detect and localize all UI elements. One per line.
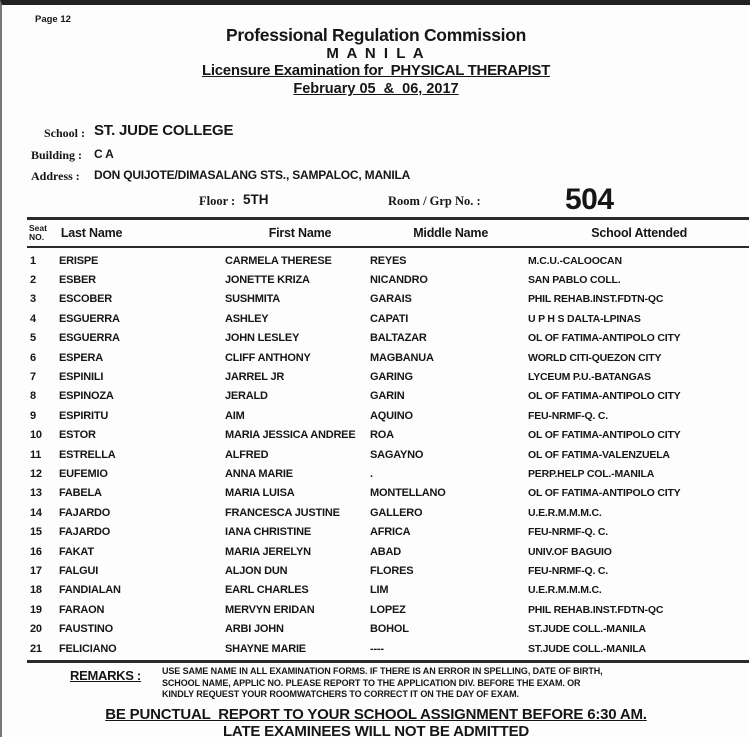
cell-last: ESGUERRA <box>59 312 120 325</box>
cell-last: ESTOR <box>59 429 96 442</box>
cell-last: FALGUI <box>59 564 99 577</box>
remarks-label: REMARKS : <box>70 668 141 683</box>
cell-seat: 15 <box>30 526 42 539</box>
cell-seat: 16 <box>30 545 42 558</box>
header-school-attended: School Attended <box>591 225 688 240</box>
room-label: Room / Grp No. : <box>388 194 481 208</box>
cell-first: ANNA MARIE <box>225 467 293 480</box>
header-first-name: First Name <box>268 225 332 240</box>
floor-value: 5TH <box>243 192 269 207</box>
cell-first: CARMELA THERESE <box>225 254 332 267</box>
cell-seat: 1 <box>30 254 36 267</box>
cell-middle: AQUINO <box>370 409 413 422</box>
table-row <box>27 542 749 561</box>
cell-middle: GARING <box>370 371 413 384</box>
late-examinees-notice: LATE EXAMINEES WILL NOT BE ADMITTED <box>222 723 530 737</box>
building-label: Building : <box>31 148 83 162</box>
cell-seat: 2 <box>30 274 36 287</box>
cell-middle: GARIN <box>370 390 405 403</box>
cell-first: ASHLEY <box>225 312 269 325</box>
cell-first: FRANCESCA JUSTINE <box>225 506 340 519</box>
cell-middle: CAPATI <box>370 312 409 325</box>
cell-middle: ABAD <box>370 545 401 558</box>
cell-middle: ROA <box>370 429 394 442</box>
table-row <box>27 561 749 580</box>
cell-seat: 20 <box>30 623 42 636</box>
cell-seat: 21 <box>30 642 42 655</box>
cell-school: OL OF FATIMA-ANTIPOLO CITY <box>528 390 681 403</box>
remarks-line: SCHOOL NAME, APPLIC NO. PLEASE REPORT TO THE APPLICATION DIV. BEFORE THE EXAM. OR <box>162 677 581 688</box>
table-row <box>27 367 749 386</box>
remarks-text <box>162 666 632 701</box>
cell-seat: 10 <box>30 429 42 442</box>
remarks-line: USE SAME NAME IN ALL EXAMINATION FORMS. IF THERE IS AN ERROR IN SPELLING, DATE OF BIRTH, <box>162 666 603 676</box>
cell-school: M.C.U.-CALOOCAN <box>528 254 622 267</box>
table-row <box>27 406 749 425</box>
table-row <box>27 329 749 348</box>
cell-middle: BOHOL <box>370 623 409 636</box>
cell-seat: 14 <box>30 506 42 519</box>
cell-last: FABELA <box>59 487 102 500</box>
cell-school: UNIV.OF BAGUIO <box>528 545 612 558</box>
cell-school: U.E.R.M.M.M.C. <box>528 584 602 597</box>
table-bottom-rule <box>27 660 749 663</box>
cell-first: ALJON DUN <box>225 564 288 577</box>
cell-first: SUSHMITA <box>225 293 281 306</box>
cell-first: ALFRED <box>225 448 269 461</box>
cell-seat: 5 <box>30 332 36 345</box>
table-row <box>27 309 749 328</box>
cell-school: FEU-NRMF-Q. C. <box>528 409 609 422</box>
address-label: Address : <box>31 169 80 183</box>
room-number: 504 <box>565 183 614 216</box>
table-header-rule <box>27 246 749 248</box>
cell-first: IANA CHRISTINE <box>225 526 312 539</box>
cell-seat: 6 <box>30 351 36 364</box>
cell-last: ESPIRITU <box>59 409 109 422</box>
school-name: ST. JUDE COLLEGE <box>94 122 234 139</box>
cell-school: LYCEUM P.U.-BATANGAS <box>528 371 651 384</box>
cell-seat: 8 <box>30 390 36 403</box>
cell-first: MARIA JESSICA ANDREE <box>225 429 356 442</box>
cell-school: OL OF FATIMA-VALENZUELA <box>528 448 670 461</box>
cell-middle: . <box>370 467 373 480</box>
table-row <box>27 387 749 406</box>
table-row <box>27 290 749 309</box>
cell-middle: LOPEZ <box>370 603 406 616</box>
header-last-name: Last Name <box>60 225 123 240</box>
page-subtitle-manila: M A N I L A <box>326 45 426 62</box>
cell-school: ST.JUDE COLL.-MANILA <box>528 642 646 655</box>
cell-first: ARBI JOHN <box>225 623 284 636</box>
school-label: School : <box>44 126 86 140</box>
cell-school: OL OF FATIMA-ANTIPOLO CITY <box>528 487 681 500</box>
header-seat-top: Seat <box>29 222 47 233</box>
cell-school: U.E.R.M.M.M.C. <box>528 506 602 519</box>
cell-middle: NICANDRO <box>370 274 428 287</box>
cell-first: MARIA JERELYN <box>225 545 311 558</box>
cell-school: FEU-NRMF-Q. C. <box>528 526 609 539</box>
cell-middle: AFRICA <box>370 526 411 539</box>
cell-school: PHIL REHAB.INST.FDTN-QC <box>528 293 664 306</box>
cell-last: ESGUERRA <box>59 332 120 345</box>
cell-first: MERVYN ERIDAN <box>225 603 315 616</box>
table-row <box>27 600 749 619</box>
table-row <box>27 426 749 445</box>
cell-middle: LIM <box>370 584 389 597</box>
cell-first: JERALD <box>225 390 268 403</box>
cell-last: FAJARDO <box>59 526 111 539</box>
cell-last: ESTRELLA <box>59 448 116 461</box>
cell-middle: ---- <box>370 642 384 655</box>
table-row <box>27 503 749 522</box>
cell-first: JARREL JR <box>225 371 285 384</box>
table-body <box>27 251 749 658</box>
cell-seat: 11 <box>30 448 42 461</box>
cell-first: EARL CHARLES <box>225 584 309 597</box>
cell-seat: 13 <box>30 487 42 500</box>
cell-seat: 9 <box>30 409 36 422</box>
cell-middle: GALLERO <box>370 506 423 519</box>
cell-last: ESPERA <box>59 351 104 364</box>
cell-school: OL OF FATIMA-ANTIPOLO CITY <box>528 429 681 442</box>
floor-label: Floor : <box>199 194 236 208</box>
punctual-notice: BE PUNCTUAL REPORT TO YOUR SCHOOL ASSIGNMENT BEFORE 6:30 AM. <box>105 706 647 723</box>
table-row <box>27 251 749 270</box>
table-row <box>27 639 749 658</box>
page-number-label: Page 12 <box>35 14 71 25</box>
table-row <box>27 581 749 600</box>
cell-last: ESPINILI <box>59 371 104 384</box>
cell-school: PERP.HELP COL.-MANILA <box>528 467 655 480</box>
table-row <box>27 270 749 289</box>
header-middle-name: Middle Name <box>413 225 489 240</box>
cell-last: FELICIANO <box>59 642 117 655</box>
cell-middle: BALTAZAR <box>370 332 427 345</box>
cell-seat: 7 <box>30 371 36 384</box>
cell-seat: 17 <box>30 564 42 577</box>
cell-first: JOHN LESLEY <box>225 332 300 345</box>
cell-last: FANDIALAN <box>59 584 121 597</box>
cell-middle: MAGBANUA <box>370 351 434 364</box>
table-row <box>27 484 749 503</box>
cell-last: ESBER <box>59 274 96 287</box>
cell-school: WORLD CITI-QUEZON CITY <box>528 351 662 364</box>
exam-title: Licensure Examination for PHYSICAL THERAPIST <box>202 62 550 79</box>
cell-school: U P H S DALTA-LPINAS <box>528 312 641 325</box>
cell-first: SHAYNE MARIE <box>225 642 306 655</box>
building-name: C A <box>94 147 114 161</box>
cell-school: SAN PABLO COLL. <box>528 274 621 287</box>
cell-school: OL OF FATIMA-ANTIPOLO CITY <box>528 332 681 345</box>
cell-first: JONETTE KRIZA <box>225 274 310 287</box>
cell-seat: 3 <box>30 293 36 306</box>
cell-seat: 12 <box>30 467 42 480</box>
cell-middle: REYES <box>370 254 407 267</box>
remarks-line: KINDLY REQUEST YOUR ROOMWATCHERS TO CORRECT IT ON THE DAY OF EXAM. <box>162 689 519 699</box>
table-row <box>27 522 749 541</box>
table-row <box>27 464 749 483</box>
cell-first: CLIFF ANTHONY <box>225 351 311 364</box>
cell-seat: 19 <box>30 603 42 616</box>
cell-last: EUFEMIO <box>59 467 108 480</box>
cell-last: FAJARDO <box>59 506 111 519</box>
cell-last: FARAON <box>59 603 105 616</box>
cell-last: FAUSTINO <box>59 623 114 636</box>
cell-middle: MONTELLANO <box>370 487 446 500</box>
table-row <box>27 619 749 638</box>
table-row <box>27 348 749 367</box>
cell-middle: FLORES <box>370 564 414 577</box>
cell-last: ERISPE <box>59 254 99 267</box>
cell-first: MARIA LUISA <box>225 487 295 500</box>
header-seat-no <box>27 224 59 242</box>
cell-last: ESCOBER <box>59 293 112 306</box>
cell-seat: 18 <box>30 584 42 597</box>
cell-last: ESPINOZA <box>59 390 114 403</box>
header-seat-bottom: NO. <box>29 231 45 242</box>
exam-date: February 05 & 06, 2017 <box>293 81 459 97</box>
cell-seat: 4 <box>30 312 36 325</box>
address-value: DON QUIJOTE/DIMASALANG STS., SAMPALOC, MANILA <box>94 168 411 182</box>
table-row <box>27 445 749 464</box>
table-header-row <box>27 219 749 246</box>
cell-middle: GARAIS <box>370 293 412 306</box>
page-title: Professional Regulation Commission <box>226 25 526 45</box>
cell-first: AIM <box>225 409 245 422</box>
cell-last: FAKAT <box>59 545 94 558</box>
cell-school: PHIL REHAB.INST.FDTN-QC <box>528 603 664 616</box>
cell-middle: SAGAYNO <box>370 448 424 461</box>
cell-school: ST.JUDE COLL.-MANILA <box>528 623 646 636</box>
cell-school: FEU-NRMF-Q. C. <box>528 564 609 577</box>
